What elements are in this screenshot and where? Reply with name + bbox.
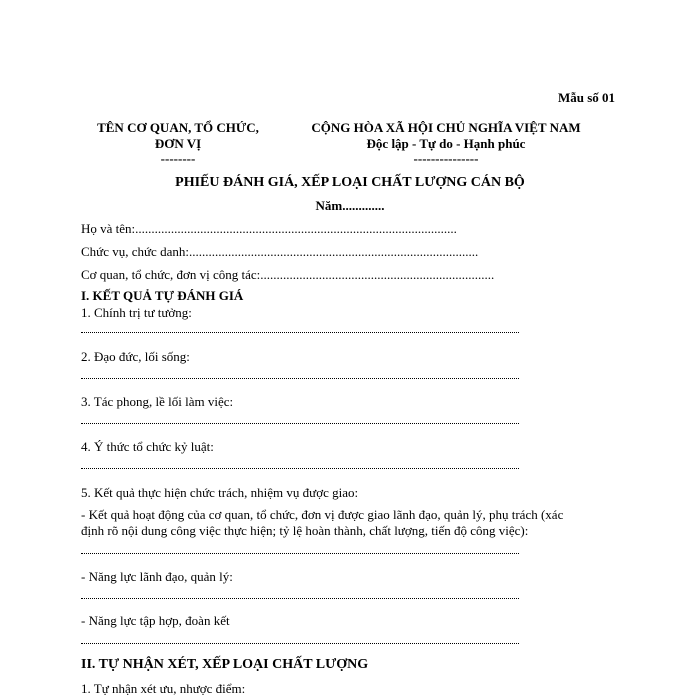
section1-item5-sub1-line2: định rõ nội dung công việc thực hiện; tỷ lệ hoàn thành, chất lượng, tiến độ công việc): [81,523,529,538]
answer-dotted-line [81,330,519,333]
answer-dotted-line [81,421,519,424]
national-title: CỘNG HÒA XÃ HỘI CHỦ NGHĨA VIỆT NAM [311,120,581,135]
organization-field: Cơ quan, tổ chức, đơn vị công tác:........................................................................ [81,267,495,282]
section1-heading: I. KẾT QUẢ TỰ ĐÁNH GIÁ [81,288,244,303]
answer-dotted-line [81,466,519,469]
organization-name-line1: TÊN CƠ QUAN, TỔ CHỨC, [97,120,259,135]
name-field: Họ và tên:................................................................................................... [81,221,457,236]
form-number: Mẫu số 01 [558,90,616,105]
section1-item5: 5. Kết quả thực hiện chức trách, nhiệm vụ được giao: [81,485,359,500]
form-title: PHIẾU ĐÁNH GIÁ, XẾP LOẠI CHẤT LƯỢNG CÁN BỘ [175,175,525,190]
answer-dotted-line [81,376,519,379]
national-motto: Độc lập - Tự do - Hạnh phúc [366,136,526,151]
answer-dotted-line [81,641,519,644]
answer-dotted-line [81,551,519,554]
section1-item4: 4. Ý thức tổ chức kỷ luật: [81,439,214,454]
header-left-separator: -------- [160,151,196,166]
answer-dotted-line [81,596,519,599]
position-field: Chức vụ, chức danh:......................................................................................... [81,244,479,259]
year-line: Năm............. [315,198,385,213]
section2-item1: 1. Tự nhận xét ưu, nhược điểm: [81,681,246,696]
section2-heading: II. TỰ NHẬN XÉT, XẾP LOẠI CHẤT LƯỢNG [81,657,369,672]
organization-name-line2: ĐƠN VỊ [154,136,202,151]
section1-item5-sub2: - Năng lực lãnh đạo, quản lý: [81,569,233,584]
section1-item3: 3. Tác phong, lề lối làm việc: [81,394,234,409]
section1-item5-sub1-line1: - Kết quả hoạt động của cơ quan, tổ chức, đơn vị được giao lãnh đạo, quản lý, phụ trách (xác [81,507,564,522]
section1-item5-sub3: - Năng lực tập hợp, đoàn kết [81,613,230,628]
section1-item1: 1. Chính trị tư tưởng: [81,305,192,320]
header-right-separator: --------------- [413,151,479,166]
section1-item2: 2. Đạo đức, lối sống: [81,349,190,364]
